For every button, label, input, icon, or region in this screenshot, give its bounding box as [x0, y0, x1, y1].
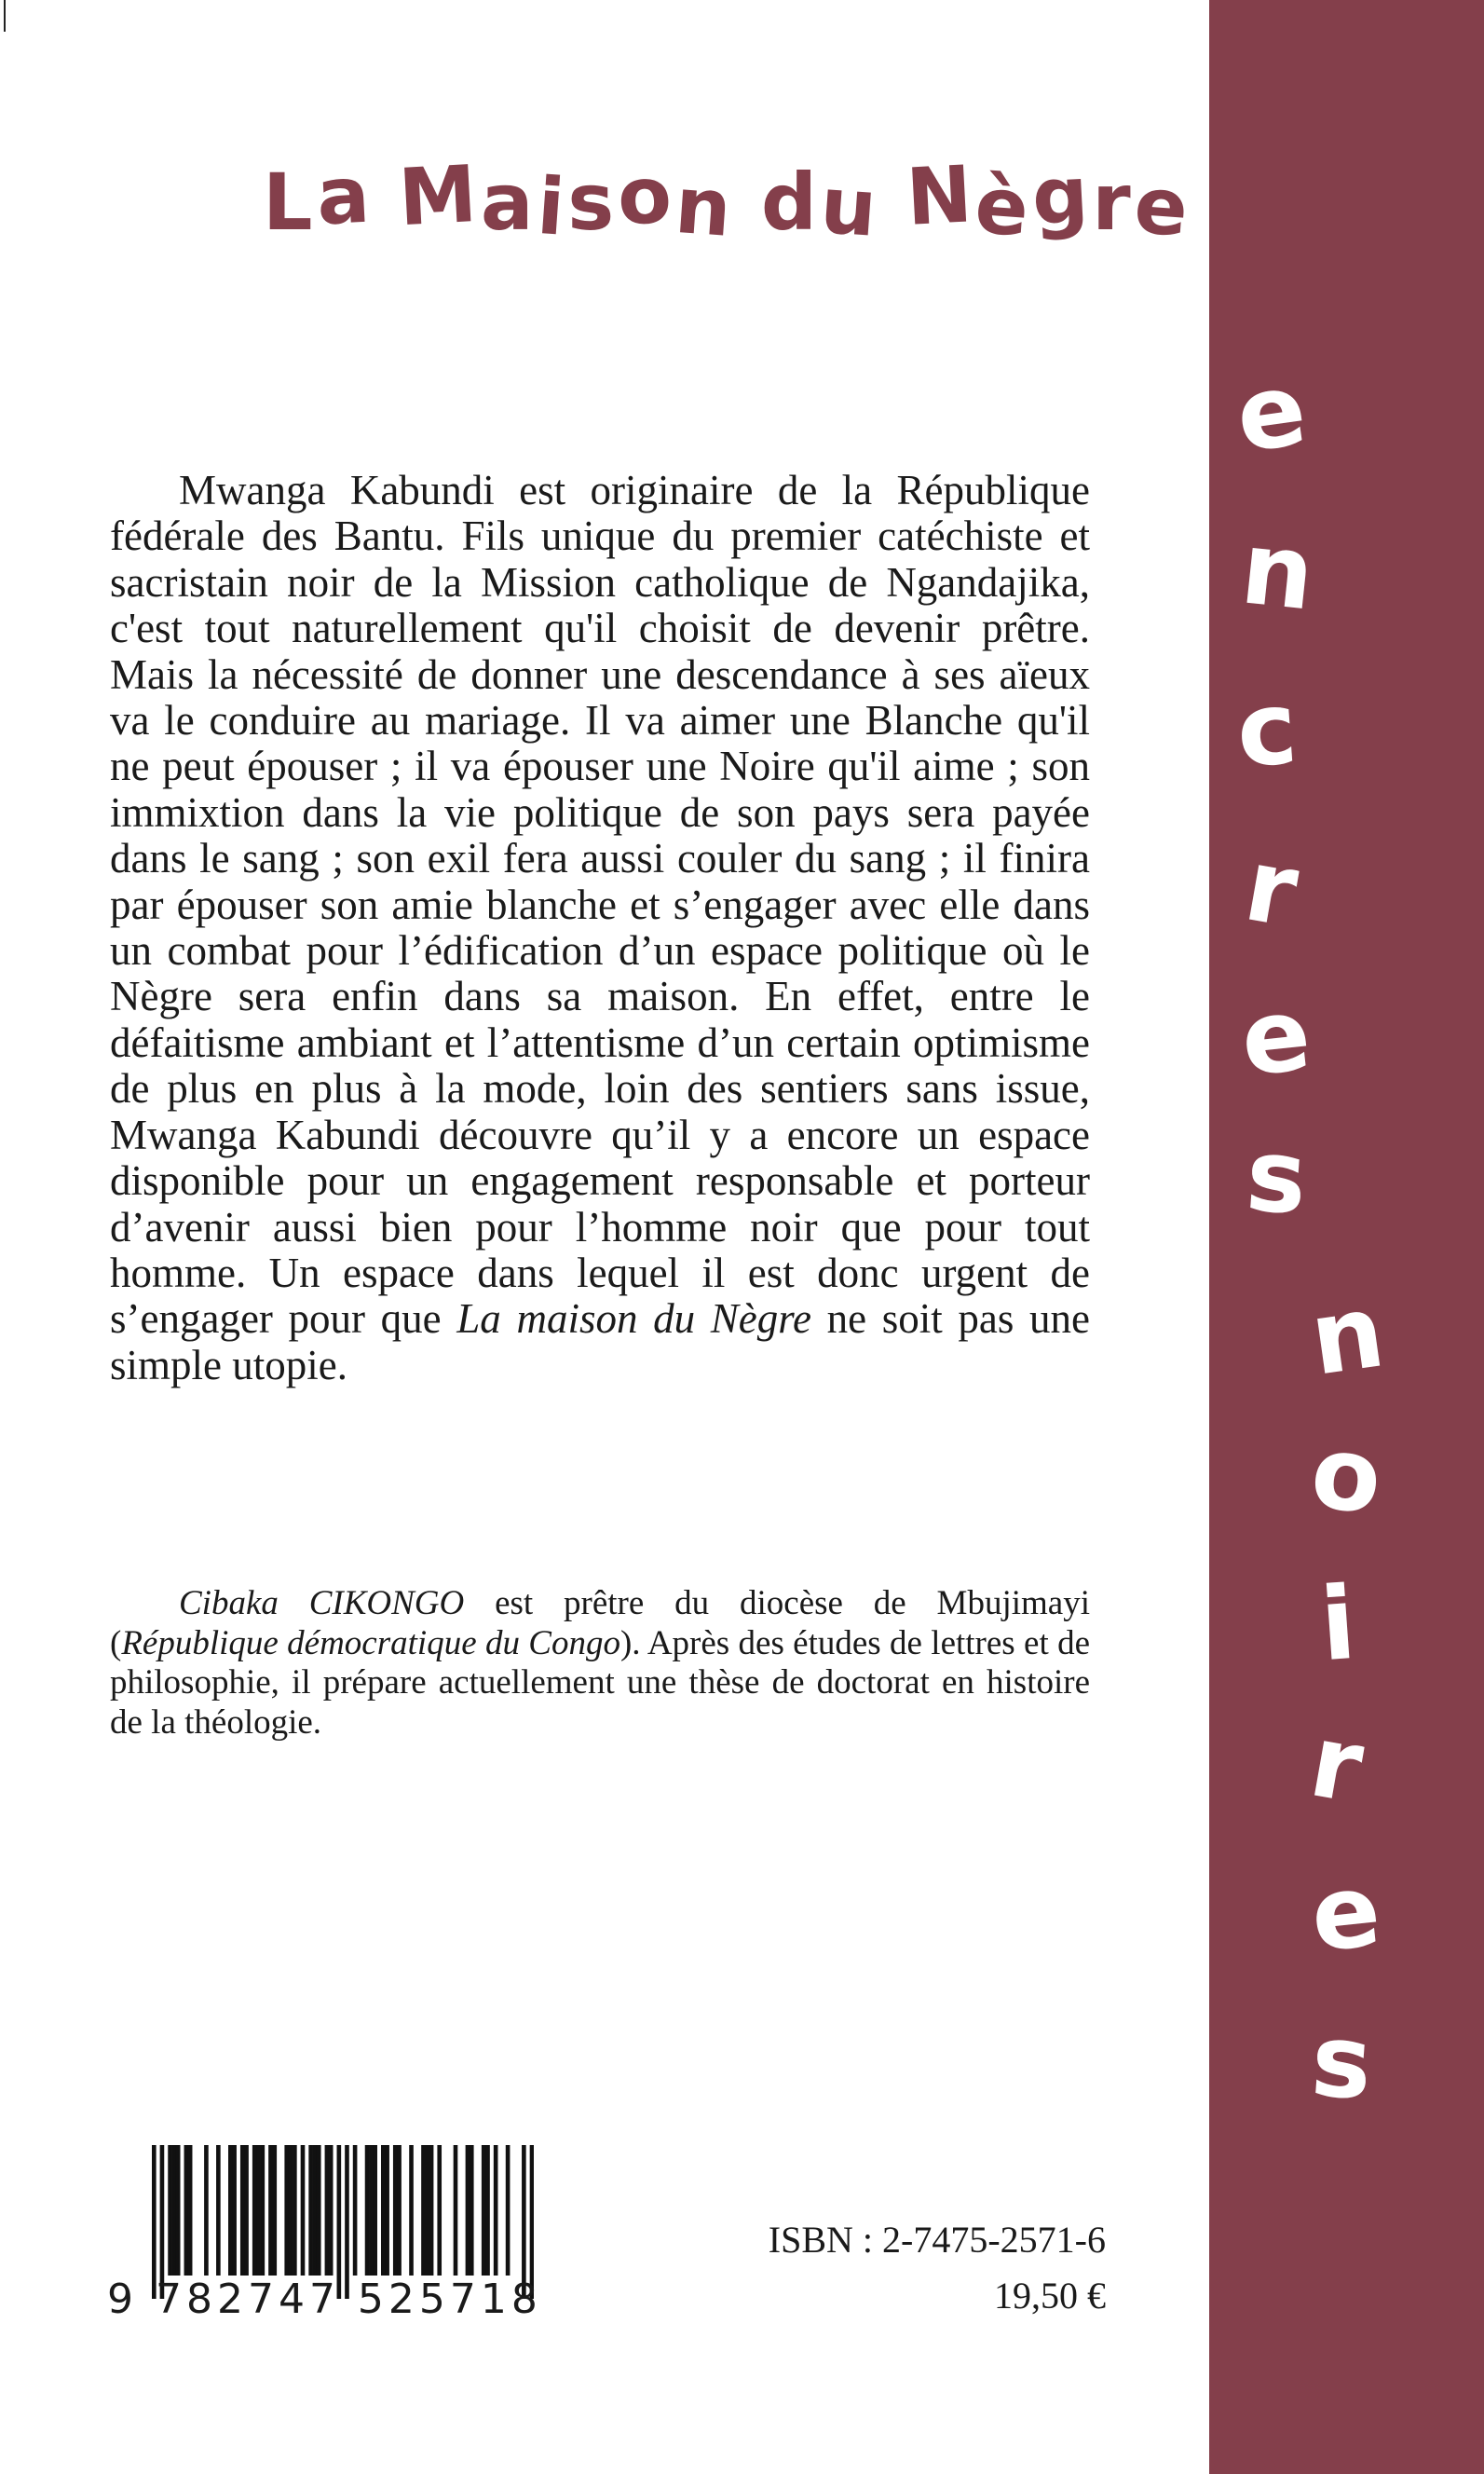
- title-letter: M: [396, 147, 483, 244]
- barcode-bar: [228, 2145, 233, 2276]
- title-letter: a: [314, 148, 375, 243]
- series-word-1-letter: s: [1242, 1116, 1311, 1238]
- title-letter: o: [615, 148, 678, 243]
- barcode-bar: [261, 2145, 265, 2276]
- barcode-bar: [244, 2145, 249, 2276]
- barcode-bar: [482, 2145, 486, 2276]
- bio-text-1: est prêtre du diocèse de Mbujimayi (: [110, 1584, 1090, 1662]
- title-letter: i: [534, 159, 571, 254]
- barcode-bar: [385, 2145, 389, 2276]
- barcode-bar: [425, 2145, 429, 2276]
- barcode-bar: [369, 2145, 374, 2276]
- barcode-bar: [293, 2145, 297, 2276]
- barcode-bar: [289, 2145, 293, 2276]
- barcode-bar: [317, 2145, 321, 2276]
- series-word-1-letter: e: [1235, 976, 1316, 1100]
- barcode-bar: [168, 2145, 172, 2276]
- barcode-bar: [373, 2145, 377, 2276]
- barcode-bar: [284, 2145, 289, 2276]
- barcode-bar: [397, 2145, 402, 2276]
- series-word-2-letter: e: [1305, 1852, 1386, 1975]
- series-word-2-letter: n: [1303, 1273, 1392, 1399]
- book-title: [263, 147, 1194, 255]
- series-word-1-letter: c: [1232, 669, 1301, 791]
- title-letter: L: [263, 157, 317, 248]
- isbn: ISBN : 2-7475-2571-6: [768, 2219, 1106, 2261]
- series-word-1-letter: n: [1235, 510, 1320, 634]
- bio-country: République démocratique du Congo: [121, 1623, 620, 1662]
- barcode-bar: [301, 2145, 306, 2276]
- series-word-1-letter: e: [1229, 350, 1314, 476]
- barcode-bar: [216, 2145, 221, 2276]
- barcode-bar: [506, 2145, 511, 2276]
- crop-mark: [4, 0, 6, 32]
- barcode-bar: [313, 2145, 318, 2276]
- barcode-bar: [437, 2145, 442, 2276]
- series-sidebar: [1209, 0, 1484, 2474]
- barcode-bar: [256, 2145, 261, 2276]
- barcode-number: 9 782747 525718: [107, 2276, 542, 2323]
- barcode-bar: [204, 2145, 209, 2276]
- barcode-bar: [325, 2145, 330, 2276]
- barcode-bar: [176, 2145, 181, 2276]
- barcode-bar: [466, 2145, 470, 2276]
- barcode-bar: [240, 2145, 245, 2276]
- title-letter: a: [480, 157, 538, 248]
- series-word-2-letter: o: [1305, 1414, 1387, 1538]
- barcode-bar: [272, 2145, 277, 2276]
- title-letter: r: [1092, 157, 1135, 248]
- barcode-bar: [381, 2145, 386, 2276]
- barcode-bar: [188, 2145, 193, 2276]
- title-letter: N: [904, 148, 978, 243]
- title-letter: g: [1029, 148, 1095, 243]
- barcode-bar: [409, 2145, 414, 2276]
- barcode-bar: [494, 2145, 498, 2276]
- barcode-bar: [429, 2145, 434, 2276]
- barcode-bar: [232, 2145, 237, 2276]
- title-letter: è: [972, 158, 1036, 255]
- title-letter: u: [817, 158, 884, 255]
- barcode-bar: [268, 2145, 273, 2276]
- barcode-bar: [184, 2145, 189, 2276]
- author-bio: [110, 1584, 1090, 1743]
- barcode-bar: [454, 2145, 458, 2276]
- title-letter: d: [760, 157, 821, 248]
- title-letter: e: [1131, 158, 1194, 255]
- title-letter: s: [567, 157, 619, 248]
- barcode-bar: [308, 2145, 313, 2276]
- barcode-bar: [329, 2145, 334, 2276]
- barcode-bar: [421, 2145, 426, 2276]
- back-cover-blurb: [110, 468, 1090, 1388]
- series-word-2-letter: r: [1301, 1702, 1371, 1826]
- bio-text-2: ). Après des études de lettres et de philosophie, il prépare actuellement une thèse de doctorat en histoire de la théologie.: [110, 1623, 1090, 1742]
- blurb-ending: ne soit pas une simple utopie.: [110, 1295, 1091, 1388]
- price: 19,50 €: [994, 2275, 1106, 2317]
- blurb-main-text: Mwanga Kabundi est originaire de la République fédérale des Bantu. Fils unique du premier catéchiste et sacristain noir de la Mission catholique de Ngandajika, c'est tout naturellement qu'il choisit de devenir prêtre. Mais la nécessité de donner une descendance à ses aïeux va le conduire au mariage. Il va aimer une Blanche qu'il ne peut épouser ; il va épouser une Noire qu'il aime ; son immixtion dans la vie politique de son pays sera payée dans le sang ; son exil fera aussi couler du sang ; il finira par épouser son amie blanche et s’engager avec elle dans un combat pour l’édification d’un espace politique où le Nègre sera enfin dans sa maison. En effet, entre le défaitisme ambiant et l’attentisme d’un certain optimisme de plus en plus à la mode, loin des sentiers sans issue, Mwanga Kabundi découvre qu’il y a encore un espace disponible pour un engagement responsable et porteur d’avenir aussi bien pour l’homme noir que pour tout homme. Un espace dans lequel il est donc urgent de s’engager pour que: [110, 467, 1090, 1343]
- series-word-2-letter: s: [1307, 2002, 1376, 2124]
- barcode-bar: [485, 2145, 490, 2276]
- barcode-bar: [353, 2145, 358, 2276]
- barcode: [107, 2145, 542, 2323]
- barcode-bar: [365, 2145, 370, 2276]
- blurb-italic-title: La maison du Nègre: [456, 1295, 812, 1343]
- author-name: Cibaka CIKONGO: [179, 1584, 465, 1622]
- series-word-1-letter: r: [1236, 827, 1306, 950]
- barcode-bar: [393, 2145, 398, 2276]
- title-letter: n: [672, 158, 739, 255]
- barcode-bar: [470, 2145, 474, 2276]
- barcode-bar: [172, 2145, 177, 2276]
- barcode-bar: [252, 2145, 257, 2276]
- series-word-2-letter: i: [1316, 1565, 1360, 1685]
